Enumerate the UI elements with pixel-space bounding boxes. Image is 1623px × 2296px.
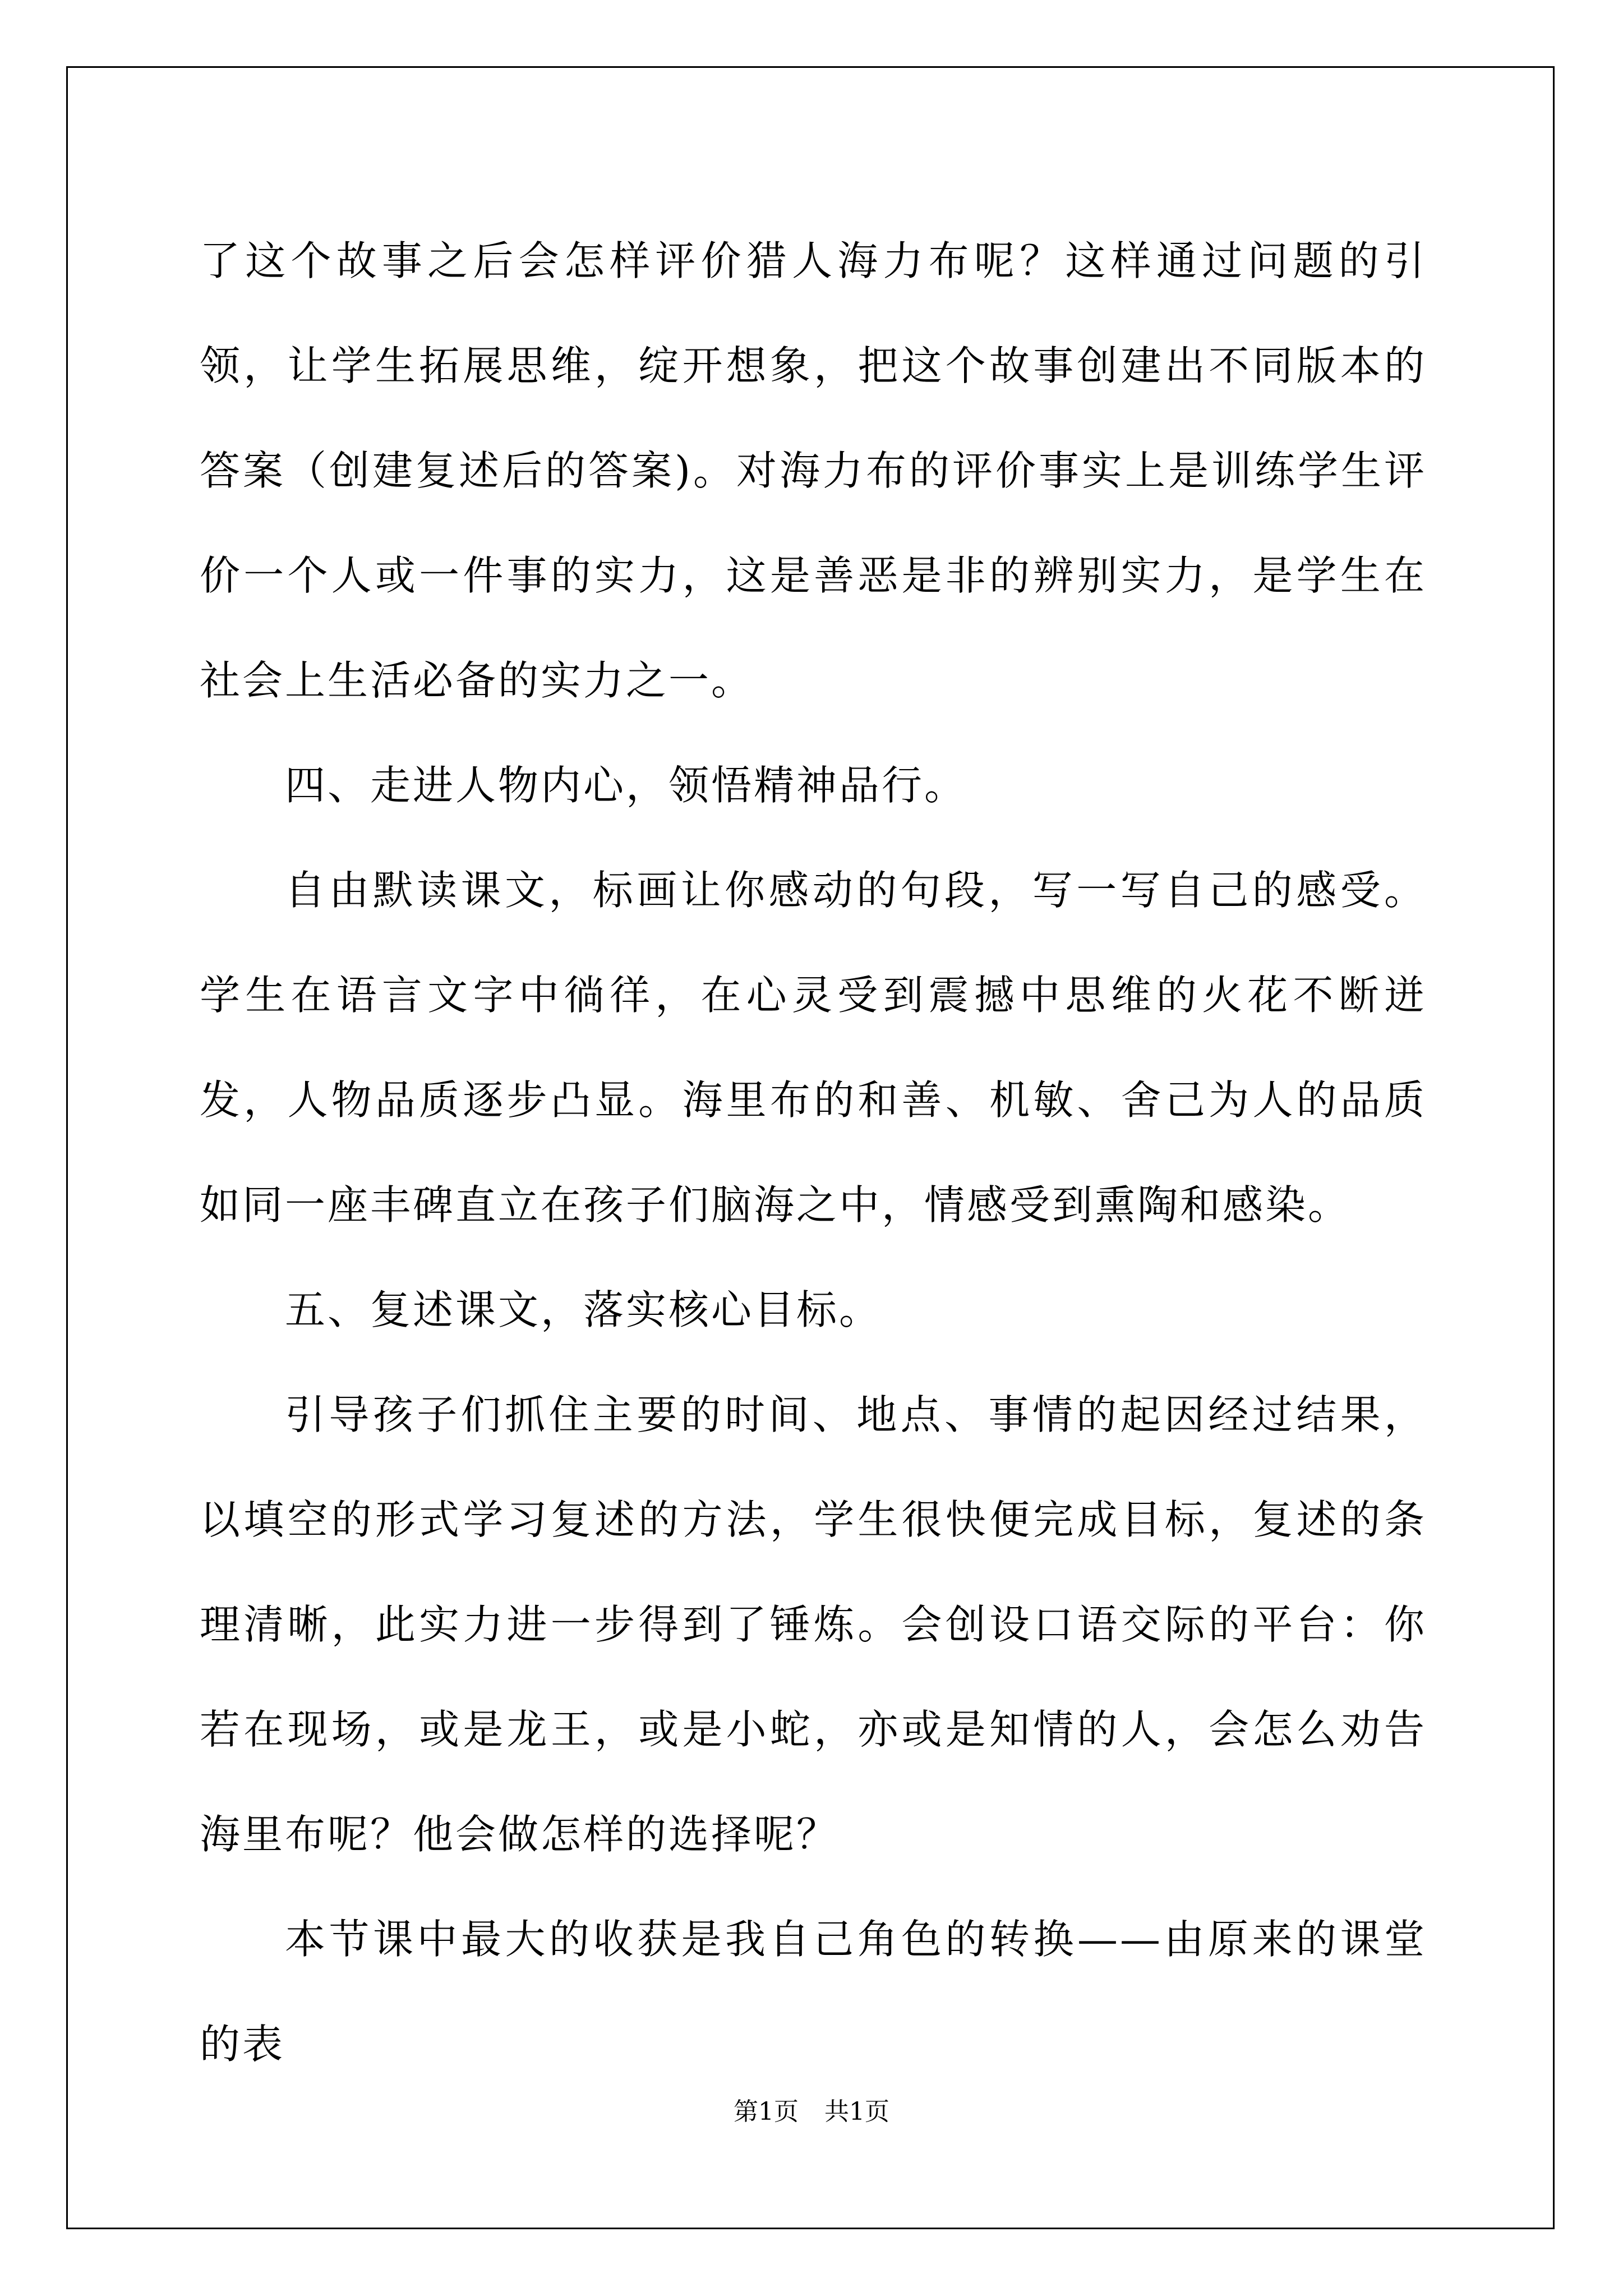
page-number-total: 共1页 — [824, 2097, 889, 2126]
paragraph-6: 本节课中最大的收获是我自己角色的转换——由原来的课堂的表 — [200, 1916, 1427, 2068]
paragraph-5: 引导孩子们抓住主要的时间、地点、事情的起因经过结果，以填空的形式学习复述的方法，学生很快便完成目标，复述的条理清晰，此实力进一步得到了锤炼。会创设口语交际的平台：你若在现场，或是龙王，或是小蛇，亦或是知情的人，会怎么劝告海里布呢？他会做怎样的选择呢？ — [200, 1391, 1427, 1858]
document-body — [200, 209, 1427, 2097]
paragraph-2-heading: 四、走进人物内心，领悟精神品行。 — [285, 762, 967, 809]
paragraph-4-heading: 五、复述课文，落实核心目标。 — [285, 1286, 882, 1333]
page-footer — [0, 2091, 1623, 2127]
page-number-current: 第1页 — [734, 2097, 799, 2126]
paragraph-1: 了这个故事之后会怎样评价猎人海力布呢？这样通过问题的引领，让学生拓展思维，绽开想象，把这个故事创建出不同版本的答案（创建复述后的答案)。对海力布的评价事实上是训练学生评价一个人或一件事的实力，这是善恶是非的辨别实力，是学生在社会上生活必备的实力之一。 — [200, 237, 1427, 704]
paragraph-3: 自由默读课文，标画让你感动的句段，写一写自己的感受。学生在语言文字中徜徉，在心灵受到震撼中思维的火花不断迸发，人物品质逐步凸显。海里布的和善、机敏、舍己为人的品质如同一座丰碑直立在孩子们脑海之中，情感受到熏陶和感染。 — [200, 867, 1427, 1228]
